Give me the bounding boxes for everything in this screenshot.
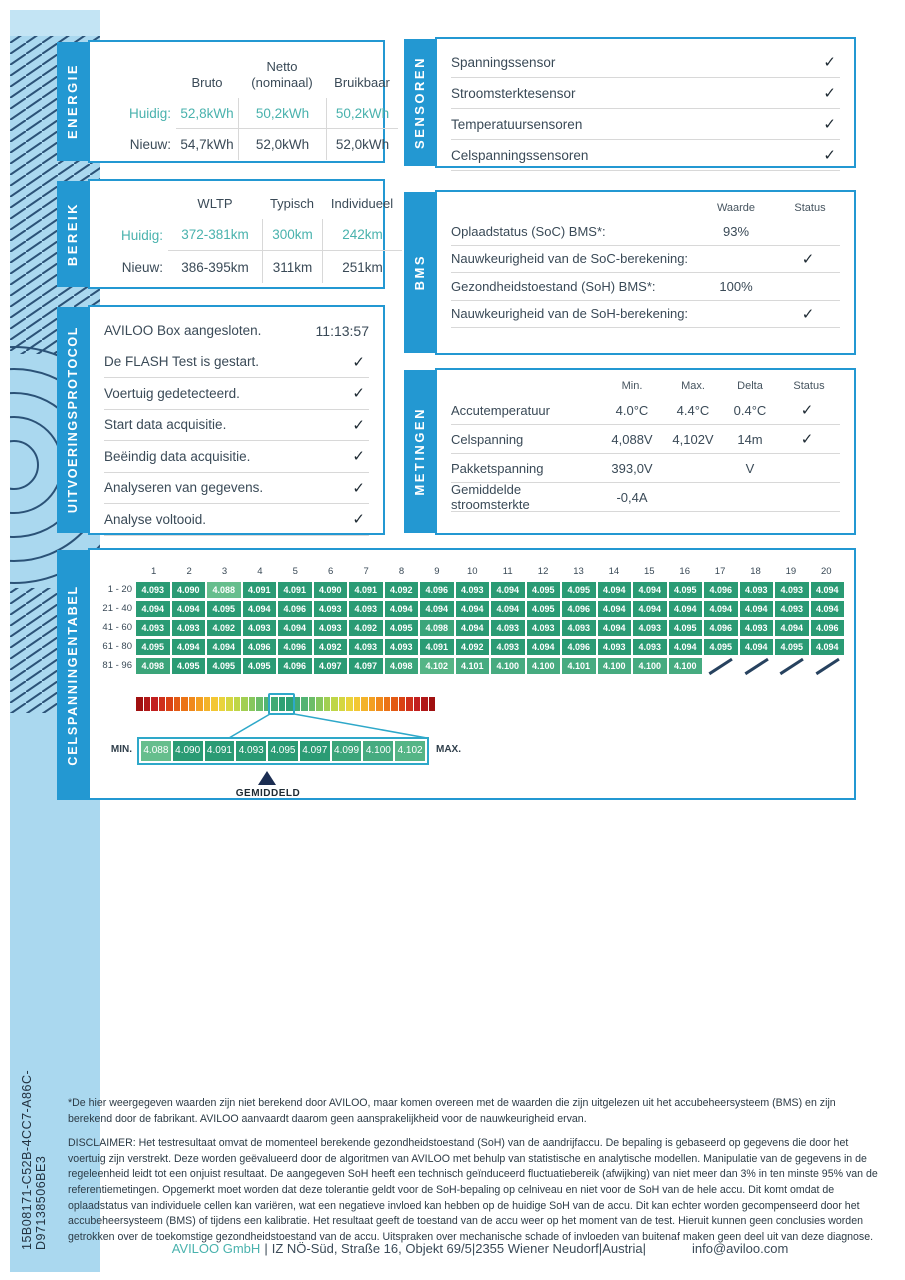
column-header: Netto (nominaal) (251, 58, 313, 90)
energie-table (90, 42, 390, 161)
tab-energie (57, 42, 88, 161)
cell-value: 4.093 (136, 620, 170, 636)
cell-voltage-box (88, 548, 856, 800)
cell-value: 4.093 (385, 639, 419, 655)
cell-value: 4.095 (704, 639, 738, 655)
max-label: MAX. (436, 744, 461, 755)
item-label: Analyseren van gegevens. (104, 480, 264, 496)
col-number: 14 (608, 566, 620, 577)
cell-value: 4.093 (740, 582, 774, 598)
check-icon: ✓ (823, 116, 836, 133)
cell-row-label: 41 - 60 (102, 622, 132, 633)
cell-value: 4.092 (314, 639, 348, 655)
cell-value: 4.095 (527, 601, 561, 617)
metingen-row (451, 483, 840, 512)
checklist-row (451, 78, 840, 109)
scale-value: 4.088 (141, 741, 171, 761)
value-cell: 50,2kWh (238, 98, 326, 129)
cell-value: 4.095 (669, 620, 703, 636)
metingen-row (451, 425, 840, 454)
value-cell: 52,0kWh (238, 129, 326, 160)
cell-value: 4.101 (562, 658, 596, 674)
col-number: 1 (151, 566, 157, 577)
cell-value: 4.093 (775, 601, 809, 617)
cell-value: 4.096 (278, 658, 312, 674)
cell-value: 4.093 (491, 639, 525, 655)
footer-company: AVILOO GmbH (171, 1241, 261, 1256)
cell-value: 4.094 (207, 639, 241, 655)
cell-value: 4.094 (669, 639, 703, 655)
checklist-row (451, 47, 840, 78)
cell-value: 4.101 (456, 658, 490, 674)
tab-uitvoeringsprotocol (57, 307, 88, 533)
item-label: Start data acquisitie. (104, 417, 227, 433)
footer-email: info@aviloo.com (692, 1241, 789, 1256)
cell-value: 4.096 (562, 601, 596, 617)
value-cell: 372-381km (168, 219, 262, 251)
value-delta: 14m (737, 431, 763, 447)
cell-value: 4.091 (278, 582, 312, 598)
tab-uitvoeringsprotocol-label: UITVOERINGSPROTOCOL (65, 326, 80, 514)
cell-value: 4.093 (598, 639, 632, 655)
col-number: 18 (750, 566, 761, 577)
cell-value: 4.098 (136, 658, 170, 674)
row-label: Nieuw: (129, 137, 171, 152)
sensoren-list (437, 39, 854, 171)
cell-value: 4.100 (598, 658, 632, 674)
cell-value: 4.096 (243, 639, 277, 655)
cell-value: 4.094 (491, 601, 525, 617)
cell-value: 4.093 (172, 620, 206, 636)
bms-row (451, 246, 840, 274)
bms-row (451, 273, 840, 301)
cell-value: 4.102 (420, 658, 454, 674)
tab-bereik-label: BEREIK (65, 201, 80, 267)
cell-value: 4.094 (633, 582, 667, 598)
item-label: Voertuig gedetecteerd. (104, 385, 240, 401)
cell-value: 4.096 (562, 639, 596, 655)
tab-bereik (57, 181, 88, 287)
metingen-row (451, 396, 840, 425)
cell-value: 4.091 (349, 582, 383, 598)
row-label: Huidig: (128, 106, 171, 121)
cell-value: 4.094 (669, 601, 703, 617)
col-number: 3 (221, 566, 228, 577)
row-label: Gemiddelde stroomsterkte (451, 482, 530, 512)
cell-value: 4.094 (172, 601, 206, 617)
cell-value: 4.094 (172, 639, 206, 655)
cell-value: 4.094 (704, 601, 738, 617)
cell-value: 4.093 (775, 582, 809, 598)
metingen-box (435, 368, 856, 535)
col-number: 11 (502, 566, 513, 577)
cell-value: 4.096 (704, 582, 738, 598)
check-icon: ✓ (823, 54, 836, 71)
bms-col-waarde: Waarde (716, 202, 756, 214)
checklist-row (451, 109, 840, 140)
cell-value: 4.094 (811, 601, 845, 617)
check-icon: ✓ (352, 448, 365, 466)
item-label: Temperatuursensoren (451, 116, 583, 132)
cell-value: 4.094 (598, 582, 632, 598)
tab-metingen (404, 370, 435, 533)
cell-value: 4.097 (314, 658, 348, 674)
cell-value: 4.100 (633, 658, 667, 674)
value-cell: 311km (262, 251, 322, 283)
row-label: Pakketspanning (451, 460, 544, 476)
value-waarde: 100% (719, 278, 753, 294)
row-label: Nieuw: (121, 259, 163, 275)
cell-value: 4.093 (456, 582, 490, 598)
col-number: 9 (434, 566, 440, 577)
scale-value: 4.099 (332, 741, 362, 761)
scale-value: 4.091 (205, 741, 235, 761)
cell-value: 4.090 (172, 582, 206, 598)
cell-value: 4.098 (385, 658, 419, 674)
metingen-row (451, 454, 840, 483)
item-label: Analyse voltooid. (104, 511, 207, 527)
col-number: 12 (537, 566, 549, 577)
check-icon: ✓ (823, 147, 836, 164)
cell-row-label: 1 - 20 (107, 584, 132, 595)
cell-value: 4.093 (633, 639, 667, 655)
metingen-col-delta: Delta (737, 380, 763, 392)
cell-value: 4.095 (775, 639, 809, 655)
cell-value: 4.093 (527, 620, 561, 636)
colorbar-highlight-box (268, 693, 295, 715)
cell-value: 4.094 (633, 601, 667, 617)
item-label: Spanningssensor (451, 54, 556, 70)
cell-value: 4.094 (775, 620, 809, 636)
protocol-box (88, 305, 385, 535)
value-cell: 300km (262, 219, 322, 251)
checklist-row (451, 140, 840, 171)
cell-value: 4.091 (243, 582, 277, 598)
tab-celspanningentabel-label: CELSPANNINGENTABEL (65, 584, 80, 766)
checklist-row (104, 315, 369, 347)
cell-value: 4.093 (562, 620, 596, 636)
cell-value: 4.093 (243, 620, 277, 636)
value-delta: 0.4°C (733, 402, 767, 418)
cell-row-label: 61 - 80 (102, 641, 132, 652)
bms-col-status: Status (794, 202, 826, 214)
column-header: Typisch (269, 195, 315, 211)
cell-value: 4.100 (669, 658, 703, 674)
cell-value: 4.093 (491, 620, 525, 636)
scale-value: 4.102 (395, 741, 425, 761)
corner-spacer (96, 48, 176, 98)
cell-value: 4.093 (633, 620, 667, 636)
tab-sensoren (404, 39, 435, 166)
footnote-text: *De hier weergegeven waarden zijn niet berekend door AVILOO, maar komen overeen met de waarden die zijn uitgelezen uit het accubeheersysteem (BMS) en zijn berekend door de fabrikant. AVILOO aanvaardt daarom geen aansprakelijkheid voor de nauwkeurigheid ervan. (68, 1097, 836, 1125)
item-label: De FLASH Test is gestart. (104, 354, 260, 370)
cell-value: 4.096 (278, 639, 312, 655)
cell-value: 4.094 (527, 639, 561, 655)
cell-value: 4.096 (278, 601, 312, 617)
checklist-row (104, 347, 369, 379)
cell-value: 4.100 (491, 658, 525, 674)
row-label: Accutemperatuur (451, 402, 550, 418)
bms-header (437, 192, 854, 218)
cell-row-label: 81 - 96 (102, 660, 132, 671)
cell-value: 4.093 (349, 639, 383, 655)
row-label: Huidig: (120, 227, 163, 243)
bereik-box (88, 179, 394, 289)
cell-value: 4.088 (207, 582, 241, 598)
col-number: 16 (679, 566, 690, 577)
value-cell: 386-395km (181, 259, 249, 275)
metingen-rows (437, 396, 854, 512)
column-header: Bruto (191, 74, 223, 90)
check-icon: ✓ (352, 385, 365, 403)
bereik-table (90, 181, 394, 287)
check-icon: ✓ (800, 402, 814, 419)
value-cell: 251km (322, 251, 402, 283)
cell-value: 4.094 (385, 601, 419, 617)
row-label: Nauwkeurigheid van de SoH-berekening: (451, 306, 689, 322)
magnifier-lines (90, 550, 854, 798)
col-number: 2 (186, 566, 192, 577)
value-delta: V (745, 460, 755, 476)
check-icon: ✓ (352, 416, 365, 434)
cell-value: 4.096 (811, 620, 845, 636)
col-number: 6 (328, 566, 334, 577)
col-number: 7 (363, 566, 369, 577)
row-label: Gezondheidstoestand (SoH) BMS*: (451, 278, 656, 294)
bms-row (451, 301, 840, 329)
row-label: Celspanning (451, 431, 524, 447)
bms-rows (437, 218, 854, 328)
scale-value: 4.100 (363, 741, 393, 761)
cell-value: 4.096 (420, 582, 454, 598)
item-label: Celspanningssensoren (451, 147, 589, 163)
check-icon: ✓ (801, 305, 815, 323)
cell-value: 4.094 (420, 601, 454, 617)
column-header: Individueel (330, 195, 394, 211)
checklist-row (104, 410, 369, 442)
scale-value: 4.095 (268, 741, 298, 761)
sensoren-box (435, 37, 856, 168)
cell-value: 4.094 (278, 620, 312, 636)
cell-value: 4.094 (811, 582, 845, 598)
value-min: -0,4A (616, 489, 648, 505)
cell-value: 4.095 (243, 658, 277, 674)
tab-energie-label: ENERGIE (65, 63, 80, 140)
cell-value: 4.092 (207, 620, 241, 636)
metingen-col-max: Max. (681, 380, 705, 392)
cell-value: 4.100 (527, 658, 561, 674)
item-label: Stroomsterktesensor (451, 85, 576, 101)
scale-value: 4.090 (173, 741, 203, 761)
value-cell: 242km (322, 219, 402, 251)
protocol-list (90, 307, 383, 536)
cell-value: 4.095 (385, 620, 419, 636)
column-header: WLTP (197, 195, 233, 211)
cell-value: 4.093 (349, 601, 383, 617)
cell-value: 4.095 (207, 658, 241, 674)
tab-bms-label: BMS (412, 254, 427, 291)
row-label: Nauwkeurigheid van de SoC-berekening: (451, 251, 689, 267)
col-number: 5 (292, 566, 298, 577)
cell-value: 4.092 (385, 582, 419, 598)
cell-value: 4.095 (527, 582, 561, 598)
cell-value: 4.094 (456, 601, 490, 617)
cell-value: 4.094 (598, 620, 632, 636)
scale-value: 4.097 (300, 741, 330, 761)
value-cell: 54,7kWh (180, 137, 234, 152)
bms-row (451, 218, 840, 246)
col-number: 8 (398, 566, 405, 577)
value-min: 4.0°C (615, 402, 649, 418)
cell-value: 4.094 (598, 601, 632, 617)
item-time: 11:13:57 (315, 322, 369, 339)
cell-value: 4.095 (172, 658, 206, 674)
footer-address: IZ NÖ-Süd, Straße 16, Objekt 69/5|2355 Wiener Neudorf|Austria| (271, 1241, 647, 1256)
col-number: 4 (257, 566, 263, 577)
cell-value: 4.097 (349, 658, 383, 674)
check-icon: ✓ (352, 511, 365, 529)
cell-value: 4.094 (811, 639, 845, 655)
col-number: 15 (644, 566, 655, 577)
row-label: Oplaadstatus (SoC) BMS*: (451, 223, 606, 239)
column-header: Bruikbaar (334, 74, 390, 90)
cell-value: 4.093 (136, 582, 170, 598)
tab-sensoren-label: SENSOREN (412, 56, 427, 149)
cell-value: 4.093 (740, 620, 774, 636)
footer (100, 1241, 860, 1256)
cell-value: 4.098 (420, 620, 454, 636)
col-number: 20 (821, 566, 832, 577)
bms-box (435, 190, 856, 355)
cell-value: 4.095 (562, 582, 596, 598)
energie-box (88, 40, 390, 163)
footer-separator: | (264, 1241, 268, 1256)
checklist-row (104, 441, 369, 473)
value-cell: 52,0kWh (326, 129, 398, 160)
value-min: 4,088V (611, 431, 653, 447)
checklist-row (104, 378, 369, 410)
cell-value: 4.094 (491, 582, 525, 598)
metingen-header (437, 370, 854, 396)
cell-value: 4.090 (314, 582, 348, 598)
value-max: 4.4°C (676, 402, 710, 418)
report-id: 15B08171-C52B-4CC7-A86C-D97138506BE3 (20, 1069, 48, 1250)
metingen-col-min: Min. (621, 380, 643, 392)
tab-celspanningentabel (57, 550, 88, 800)
cell-value: 4.095 (669, 582, 703, 598)
item-label: AVILOO Box aangesloten. (104, 323, 262, 339)
col-number: 17 (714, 566, 726, 577)
checklist-row (104, 473, 369, 505)
item-label: Beëindig data acquisitie. (104, 448, 251, 464)
cell-value: 4.095 (136, 639, 170, 655)
value-max: 4,102V (672, 431, 714, 447)
col-number: 19 (785, 566, 797, 577)
tab-bms (404, 192, 435, 353)
value-waarde: 93% (722, 223, 750, 239)
cell-value: 4.094 (740, 601, 774, 617)
cell-value: 4.093 (314, 620, 348, 636)
cell-value: 4.093 (314, 601, 348, 617)
average-label: GEMIDDELD (235, 788, 301, 799)
check-icon: ✓ (801, 250, 815, 268)
cell-value: 4.096 (704, 620, 738, 636)
check-icon: ✓ (352, 353, 365, 371)
cell-value: 4.094 (136, 601, 170, 617)
scale-value: 4.093 (236, 741, 266, 761)
col-number: 10 (467, 566, 478, 577)
cell-value: 4.095 (207, 601, 241, 617)
check-icon: ✓ (352, 479, 365, 497)
min-label: MIN. (110, 744, 132, 755)
cell-value: 4.092 (456, 639, 490, 655)
cell-value: 4.091 (420, 639, 454, 655)
corner-spacer (96, 187, 168, 219)
metingen-col-status: Status (793, 380, 825, 392)
disclaimer-text: DISCLAIMER: Het testresultaat omvat de momenteel berekende gezondheidstoestand (SoH) van de aandrijfaccu. De bepaling is gebaseerd op gegevens die door het voertuig zijn verstrekt. Deze worden geëvalueerd door de algoritmen van AVILOO met behulp van statistische en analytische modellen. Manipulatie van de gegevens in de regeleenheid leidt tot een onjuist resultaat. De aangegeven SoH heeft een technisch geïnduceerd fluctuatiebereik (afwijking) van niet meer dan 3% in ten minste 95% van de referentiemetingen. Opgemerkt moet worden dat deze tolerantie geldt voor de SoH-bepaling op celniveau en niet voor de SoH van de hele accu. Dit komt omdat de oplaadstatus van individuele cellen kan variëren, wat een negatieve invloed kan hebben op de huidige SoH van de accu. Dit kan echter worden gecompenseerd door het accubeheersysteem (BMS) of tijdens een kalibratie. Het resultaat geeft de toestand van de accu weer op het moment van de test. Hieruit kunnen geen conclusies worden getrokken over de toekomstige gezondheidstoestand van de accu. Uitspraken over mechanische schade of invloeden van buitenaf maken geen deel uit van deze diagnose. (68, 1137, 878, 1244)
cell-value: 4.094 (740, 639, 774, 655)
tab-metingen-label: METINGEN (412, 407, 427, 496)
cell-value: 4.094 (456, 620, 490, 636)
cell-value: 4.094 (243, 601, 277, 617)
check-icon: ✓ (823, 85, 836, 102)
value-min: 393,0V (611, 460, 653, 476)
check-icon: ✓ (800, 431, 814, 448)
cell-value: 4.092 (349, 620, 383, 636)
col-number: 13 (573, 566, 584, 577)
cell-row-label: 21 - 40 (102, 603, 132, 614)
value-cell: 52,8kWh (176, 98, 238, 129)
value-cell: 50,2kWh (326, 98, 398, 129)
checklist-row (104, 504, 369, 536)
